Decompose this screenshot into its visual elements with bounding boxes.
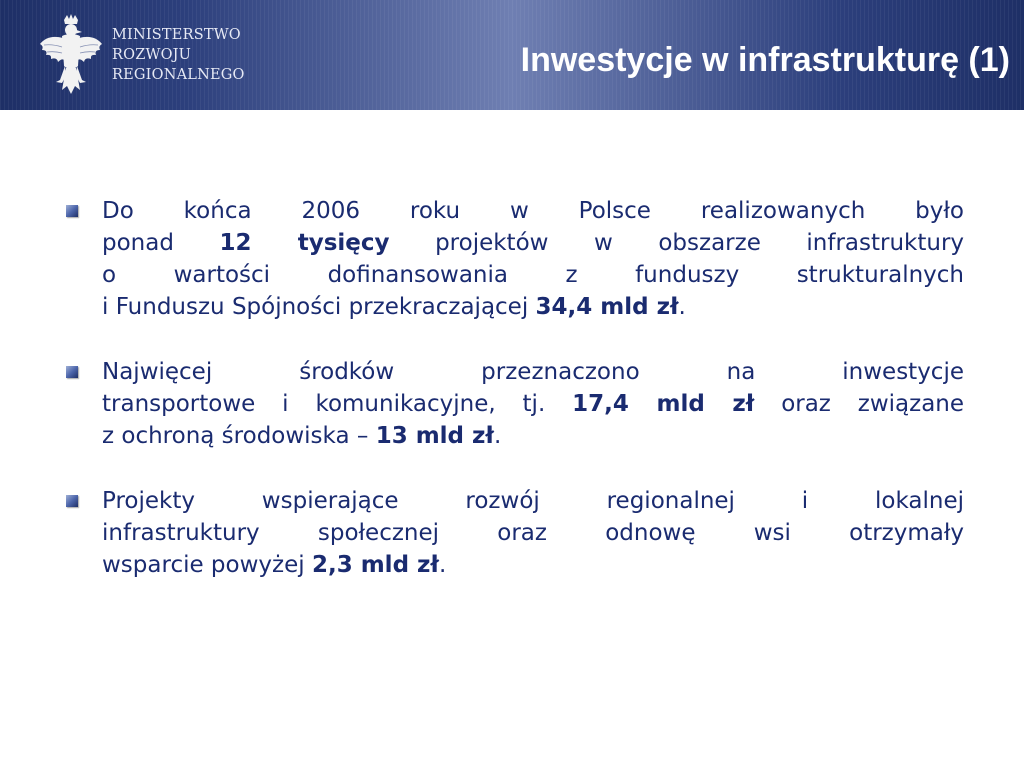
- bullet-item: [66, 195, 964, 323]
- bullet-3-line-2: infrastruktury społecznej oraz odnowę wsi otrzymały: [102, 520, 964, 546]
- bullet-1-line-3: o wartości dofinansowania z funduszy strukturalnych: [102, 262, 964, 288]
- bullet-1-text: projektów w obszarze infrastruktury: [435, 230, 965, 256]
- bullet-3-line-3: [102, 549, 964, 581]
- bullet-1-line-2: [102, 227, 964, 259]
- square-bullet-icon: [66, 495, 78, 507]
- bullet-2-line-3: [102, 420, 964, 452]
- polish-eagle-icon: [38, 14, 104, 96]
- bullet-2-line-1: Najwięcej środków przeznaczono na inwestycje: [102, 359, 964, 385]
- bullet-2-period: .: [493, 423, 502, 449]
- bullet-2-amount: 13 mld zł: [375, 423, 494, 449]
- bullet-2-text: z ochroną środowiska –: [102, 423, 369, 449]
- ministry-line-3: REGIONALNEGO: [112, 67, 245, 83]
- bullet-2-text: oraz związane: [781, 391, 965, 417]
- header-band: [0, 0, 1024, 110]
- bullet-1-text: ponad: [102, 230, 174, 256]
- ministry-line-2: ROZWOJU: [112, 47, 192, 63]
- bullet-list: [66, 195, 964, 614]
- slide-title: Inwestycje w infrastrukturę (1): [520, 41, 1010, 79]
- bullet-3-text: wsparcie powyżej: [102, 552, 305, 578]
- bullet-1-text: i Funduszu Spójności przekraczającej: [102, 294, 529, 320]
- bullet-2-text: transportowe i komunikacyjne, tj.: [102, 391, 546, 417]
- bullet-1-amount: 34,4 mld zł: [535, 294, 679, 320]
- bullet-item: [66, 356, 964, 452]
- bullet-1-line-1: Do końca 2006 roku w Polsce realizowanych było: [102, 198, 964, 224]
- square-bullet-icon: [66, 366, 78, 378]
- bullet-3-line-1: Projekty wspierające rozwój regionalnej i lokalnej: [102, 488, 964, 514]
- bullet-1-line-4: [102, 291, 964, 323]
- bullet-3-period: .: [438, 552, 447, 578]
- bullet-1-highlight: 12 tysięcy: [219, 230, 390, 256]
- bullet-2-line-2: [102, 388, 964, 420]
- ministry-logotype: [112, 25, 245, 85]
- bullet-1-period: .: [678, 294, 686, 320]
- bullet-3-amount: 2,3 mld zł: [311, 552, 439, 578]
- ministry-line-1: MINISTERSTWO: [112, 27, 241, 43]
- bullet-2-amount: 17,4 mld zł: [572, 391, 755, 417]
- bullet-item: [66, 485, 964, 581]
- square-bullet-icon: [66, 205, 78, 217]
